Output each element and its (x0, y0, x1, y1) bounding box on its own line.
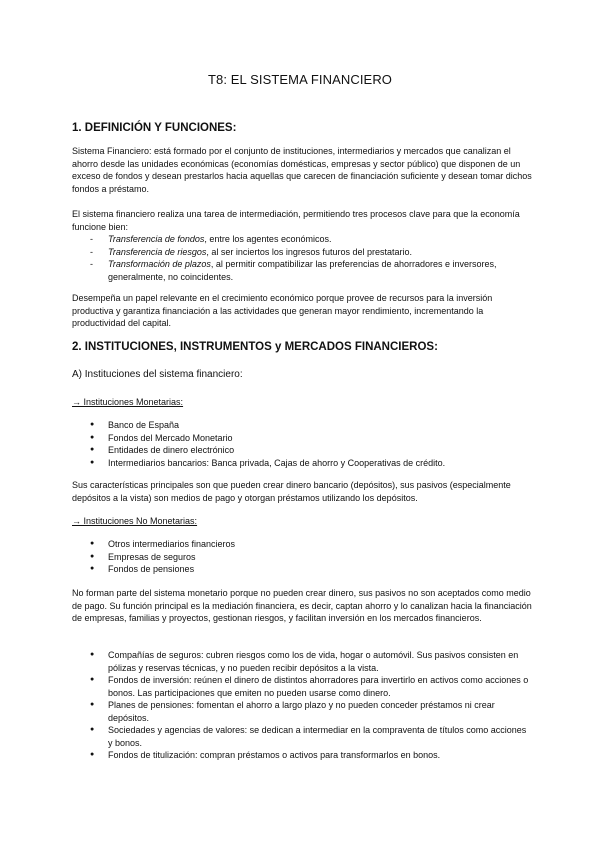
monetary-characteristics-paragraph: Sus características principales son que pueden crear dinero bancario (depósitos), sus pasivos (especialmente depósitos a la vista) son medios de pago y otorgan préstamos utilizando los depósitos. (72, 480, 511, 503)
bullet-icon: ● (90, 565, 95, 572)
definition-paragraph: Sistema Financiero: está formado por el conjunto de instituciones, intermediarios y mercados que canalizan el ahorro desde las unidades económicas (economías domésticas, empresas y sector público) que disponen de un exceso de fondos y desean prestarlos hacia aquellas que carecen de financiación suficiente y desean tomar dichos fondos a préstamo. (72, 146, 532, 194)
monetary-institutions-label: → Instituciones Monetarias: (72, 397, 184, 407)
list-item: - Transferencia de fondos, entre los agentes económicos. (90, 234, 332, 244)
bullet-icon: ● (90, 446, 95, 453)
bullet-icon: ● (90, 651, 95, 658)
list-item: - Transferencia de riesgos, al ser inciertos los ingresos futuros del prestatario. (90, 246, 412, 257)
non-monetary-paragraph: No forman parte del sistema monetario porque no pueden crear dinero, sus pasivos no son aceptados como medio de pago. Su función principal es la mediación financiera, es decir, captan ahorro y lo canalizan hacia la financiación de empresas, familias y proyectos, gestionan riesgos, y facilitan inversión en los mercados financieros. (72, 588, 532, 623)
bullet-icon: ● (90, 421, 95, 428)
list-item: ● Fondos de pensiones (90, 564, 195, 574)
non-monetary-institutions-list (90, 538, 530, 576)
list-item: ● Empresas de seguros (90, 551, 196, 562)
non-monetary-details-list (90, 649, 530, 762)
bullet-icon: ● (90, 701, 95, 708)
list-item: ● Banco de España (90, 420, 180, 430)
bullet-icon: ● (90, 751, 95, 758)
list-item: ● Intermediarios bancarios: Banca privada, Cajas de ahorro y Cooperativas de crédito. (90, 457, 446, 468)
list-item: ● Fondos de titulización: compran préstamos o activos para transformarlos en bonos. (90, 750, 441, 760)
processes-list (90, 233, 530, 283)
subsection-a-heading: A) Instituciones del sistema financiero: (72, 369, 243, 380)
monetary-institutions-list (90, 419, 530, 469)
page-title: T8: EL SISTEMA FINANCIERO (207, 72, 393, 87)
list-item: ● Entidades de dinero electrónico (90, 445, 235, 455)
list-item: ● Fondos de inversión: reúnen el dinero de distintos ahorradores para invertirlo en activos como acciones o bonos. Las participaciones que emiten no pueden usarse como dinero. (90, 675, 529, 698)
bullet-icon: ● (90, 676, 95, 683)
role-paragraph: Desempeña un papel relevante en el crecimiento económico porque provee de recursos para la inversión productiva y garantiza financiación a las actividades que generan mayor rendimiento, incrementando la productividad del capital. (72, 293, 493, 328)
list-item: ● Otros intermediarios financieros (90, 539, 236, 549)
list-item: ● Planes de pensiones: fomentan el ahorro a largo plazo y no pueden conceder préstamos ni crear depósitos. (90, 700, 495, 723)
section1-heading: 1. DEFINICIÓN Y FUNCIONES: (72, 122, 237, 134)
bullet-icon: ● (90, 540, 95, 547)
bullet-icon: ● (90, 458, 95, 466)
list-item: ● Fondos del Mercado Monetario (90, 432, 233, 443)
bullet-icon: ● (90, 552, 95, 560)
list-item: ● Compañías de seguros: cubren riesgos como los de vida, hogar o automóvil. Sus pasivos consisten en pólizas y reservas técnicas, y no pueden recibir depósitos a la vista. (90, 650, 519, 673)
non-monetary-institutions-label: → Instituciones No Monetarias: (72, 516, 198, 526)
section2-heading: 2. INSTITUCIONES, INSTRUMENTOS y MERCADOS FINANCIEROS: (72, 341, 438, 353)
intermediation-paragraph: El sistema financiero realiza una tarea de intermediación, permitiendo tres procesos clave para que la economía funcione bien: (72, 209, 520, 232)
bullet-icon: ● (90, 433, 95, 441)
list-item: ● Sociedades y agencias de valores: se dedican a intermediar en la compraventa de títulos como acciones y bonos. (90, 725, 527, 748)
list-item: - Transformación de plazos, al permitir compatibilizar las preferencias de ahorradores e inversores, generalmente, no coincidentes. (90, 259, 497, 282)
bullet-icon: ● (90, 726, 95, 733)
